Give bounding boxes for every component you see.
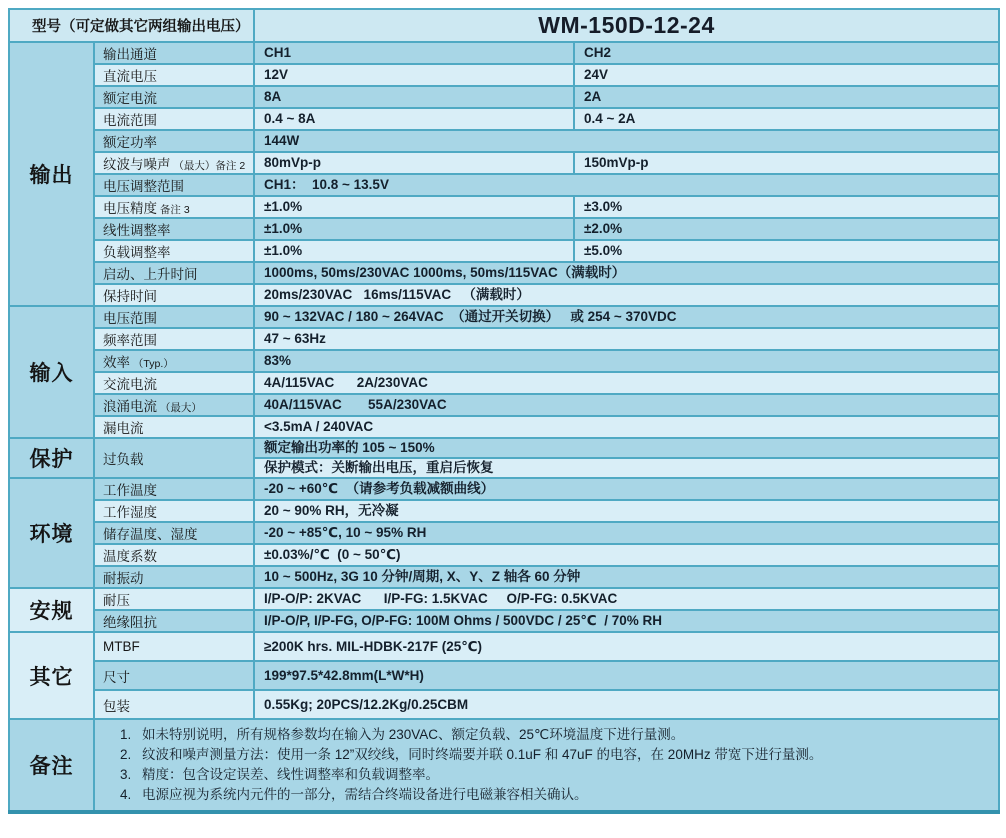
- spec-value: 199*97.5*42.8mm(L*W*H): [254, 661, 999, 690]
- spec-value: 1000ms, 50ms/230VAC 1000ms, 50ms/115VAC（满载时）: [254, 262, 999, 284]
- spec-name-text: 负载调整率: [103, 245, 171, 260]
- spec-name-text: 线性调整率: [103, 223, 171, 238]
- spec-name-text: 尺寸: [103, 669, 130, 685]
- spec-value: 12V: [254, 64, 574, 86]
- spec-name-text: 电流范围: [103, 113, 157, 128]
- spec-row: [9, 690, 999, 719]
- spec-value: 24V: [574, 64, 999, 86]
- spec-value: 90 ~ 132VAC / 180 ~ 264VAC （通过开关切换） 或 254 ~ 370VDC: [254, 306, 999, 328]
- spec-name: [94, 394, 254, 416]
- note-item: 1. 如未特别说明，所有规格参数均在输入为 230VAC、额定负载、25℃环境温度下进行量测。: [135, 725, 990, 745]
- spec-name: [94, 566, 254, 588]
- spec-value: ±1.0%: [254, 240, 574, 262]
- spec-name-text: 绝缘阻抗: [103, 615, 157, 630]
- spec-value: 40A/115VAC 55A/230VAC: [254, 394, 999, 416]
- spec-value: 0.55Kg; 20PCS/12.2Kg/0.25CBM: [254, 690, 999, 719]
- spec-name-text: 工作湿度: [103, 505, 157, 520]
- spec-value: 47 ~ 63Hz: [254, 328, 999, 350]
- spec-value: CH1: [254, 42, 574, 64]
- header-row: [9, 9, 999, 42]
- spec-name: [94, 661, 254, 690]
- spec-value: 额定输出功率的 105 ~ 150%: [254, 438, 999, 458]
- notes-cell: [94, 719, 999, 812]
- spec-name: [94, 130, 254, 152]
- spec-name: [94, 86, 254, 108]
- section-label-protection: 保护: [9, 438, 94, 478]
- note-item: 3. 精度：包含设定误差、线性调整率和负载调整率。: [135, 765, 990, 785]
- spec-row: [9, 42, 999, 64]
- spec-name-note: 备注 3: [157, 204, 190, 216]
- spec-row: [9, 661, 999, 690]
- spec-row: [9, 152, 999, 174]
- spec-row: [9, 588, 999, 610]
- spec-name-text: 工作温度: [103, 483, 157, 498]
- spec-name-text: 包装: [103, 698, 130, 714]
- spec-value: 保护模式：关断输出电压，重启后恢复: [254, 458, 999, 478]
- spec-name-text: 保持时间: [103, 289, 157, 304]
- spec-name-note: （Typ.）: [130, 358, 174, 370]
- spec-sheet: [8, 8, 998, 814]
- spec-value: I/P-O/P: 2KVAC I/P-FG: 1.5KVAC O/P-FG: 0.5KVAC: [254, 588, 999, 610]
- spec-row: [9, 500, 999, 522]
- spec-name-text: 直流电压: [103, 69, 157, 84]
- spec-name-text: 额定功率: [103, 135, 157, 150]
- spec-name: [94, 588, 254, 610]
- spec-row: [9, 174, 999, 196]
- section-label-notes: 备注: [9, 719, 94, 812]
- spec-row: [9, 522, 999, 544]
- spec-row: [9, 394, 999, 416]
- spec-name-text: 耐振动: [103, 571, 144, 586]
- spec-value: <3.5mA / 240VAC: [254, 416, 999, 438]
- notes-row: [9, 719, 999, 812]
- spec-name: [94, 610, 254, 632]
- spec-name-text: 纹波与噪声: [103, 157, 171, 172]
- spec-name: [94, 108, 254, 130]
- spec-name-text: 交流电流: [103, 377, 157, 392]
- spec-row: [9, 544, 999, 566]
- section-label-input: 输入: [9, 306, 94, 438]
- spec-row: [9, 240, 999, 262]
- spec-value: ≥200K hrs. MIL-HDBK-217F (25℃): [254, 632, 999, 661]
- spec-name-text: 温度系数: [103, 549, 157, 564]
- spec-row: [9, 632, 999, 661]
- spec-name-text: 电压精度: [103, 201, 157, 216]
- spec-row: [9, 416, 999, 438]
- spec-name: [94, 284, 254, 306]
- spec-name-text: 耐压: [103, 593, 130, 608]
- spec-name-text: 启动、上升时间: [103, 267, 198, 282]
- spec-value: 20 ~ 90% RH，无冷凝: [254, 500, 999, 522]
- spec-name-text: 电压范围: [103, 311, 157, 326]
- spec-value: -20 ~ +60℃ （请参考负载减额曲线）: [254, 478, 999, 500]
- note-item: 2. 纹波和噪声测量方法：使用一条 12”双绞线，同时终端要并联 0.1uF 和 47uF 的电容，在 20MHz 带宽下进行量测。: [135, 745, 990, 765]
- spec-table: [8, 8, 1000, 814]
- spec-row: [9, 64, 999, 86]
- spec-value: ±3.0%: [574, 196, 999, 218]
- spec-name: [94, 372, 254, 394]
- spec-name: [94, 328, 254, 350]
- spec-row: [9, 438, 999, 458]
- spec-value: ±5.0%: [574, 240, 999, 262]
- spec-value: 4A/115VAC 2A/230VAC: [254, 372, 999, 394]
- section-label-environment: 环境: [9, 478, 94, 588]
- spec-name-text: 漏电流: [103, 421, 144, 436]
- spec-name: [94, 544, 254, 566]
- section-label-safety: 安规: [9, 588, 94, 632]
- section-label-others: 其它: [9, 632, 94, 719]
- spec-name-text: 频率范围: [103, 333, 157, 348]
- spec-name-text: 储存温度、湿度: [103, 527, 198, 542]
- spec-row: [9, 350, 999, 372]
- note-item: 4. 电源应视为系统内元件的一部分，需结合终端设备进行电磁兼容相关确认。: [135, 785, 990, 805]
- spec-name: [94, 522, 254, 544]
- spec-value: 80mVp-p: [254, 152, 574, 174]
- spec-name: [94, 632, 254, 661]
- spec-name-text: 输出通道: [103, 47, 157, 62]
- spec-row: [9, 566, 999, 588]
- spec-row: [9, 86, 999, 108]
- spec-row: [9, 372, 999, 394]
- spec-value: 20ms/230VAC 16ms/115VAC （满载时）: [254, 284, 999, 306]
- spec-name: [94, 152, 254, 174]
- spec-name-text: 过负载: [103, 452, 144, 467]
- spec-name: [94, 64, 254, 86]
- spec-name: [94, 262, 254, 284]
- spec-name: [94, 196, 254, 218]
- spec-row: [9, 306, 999, 328]
- spec-name: [94, 438, 254, 478]
- spec-value: -20 ~ +85℃, 10 ~ 95% RH: [254, 522, 999, 544]
- spec-name-note: （最大）备注 2: [170, 160, 246, 172]
- section-label-output: 输出: [9, 42, 94, 306]
- notes-list: [95, 725, 990, 805]
- spec-name: [94, 500, 254, 522]
- spec-name: [94, 478, 254, 500]
- model-label: 型号（可定做其它两组输出电压）: [9, 9, 254, 42]
- spec-name: [94, 350, 254, 372]
- spec-row: [9, 196, 999, 218]
- spec-row: [9, 108, 999, 130]
- spec-name-text: 浪涌电流: [103, 399, 157, 414]
- spec-value: 144W: [254, 130, 999, 152]
- spec-name: [94, 416, 254, 438]
- spec-row: [9, 218, 999, 240]
- spec-name: [94, 240, 254, 262]
- spec-value: 2A: [574, 86, 999, 108]
- spec-name: [94, 42, 254, 64]
- spec-name-text: 电压调整范围: [103, 179, 184, 194]
- spec-row: [9, 610, 999, 632]
- spec-row: [9, 130, 999, 152]
- spec-value: I/P-O/P, I/P-FG, O/P-FG: 100M Ohms / 500VDC / 25℃ / 70% RH: [254, 610, 999, 632]
- spec-value: ±2.0%: [574, 218, 999, 240]
- spec-name: [94, 306, 254, 328]
- model-number: WM-150D-12-24: [254, 9, 999, 42]
- spec-name: [94, 690, 254, 719]
- spec-name: [94, 174, 254, 196]
- spec-value: 83%: [254, 350, 999, 372]
- spec-value: 150mVp-p: [574, 152, 999, 174]
- spec-value: ±1.0%: [254, 196, 574, 218]
- spec-value: ±0.03%/℃ (0 ~ 50℃): [254, 544, 999, 566]
- spec-row: [9, 284, 999, 306]
- spec-name-note: （最大）: [157, 402, 202, 414]
- spec-row: [9, 262, 999, 284]
- spec-name-text: 额定电流: [103, 91, 157, 106]
- spec-value: 8A: [254, 86, 574, 108]
- spec-value: CH2: [574, 42, 999, 64]
- spec-name: [94, 218, 254, 240]
- spec-value: 10 ~ 500Hz, 3G 10 分钟/周期, X、Y、Z 轴各 60 分钟: [254, 566, 999, 588]
- spec-value: CH1： 10.8 ~ 13.5V: [254, 174, 999, 196]
- spec-row: [9, 478, 999, 500]
- spec-name-text: 效率: [103, 355, 130, 370]
- spec-value: ±1.0%: [254, 218, 574, 240]
- spec-row: [9, 328, 999, 350]
- spec-value: 0.4 ~ 8A: [254, 108, 574, 130]
- spec-name-text: MTBF: [103, 639, 140, 654]
- spec-value: 0.4 ~ 2A: [574, 108, 999, 130]
